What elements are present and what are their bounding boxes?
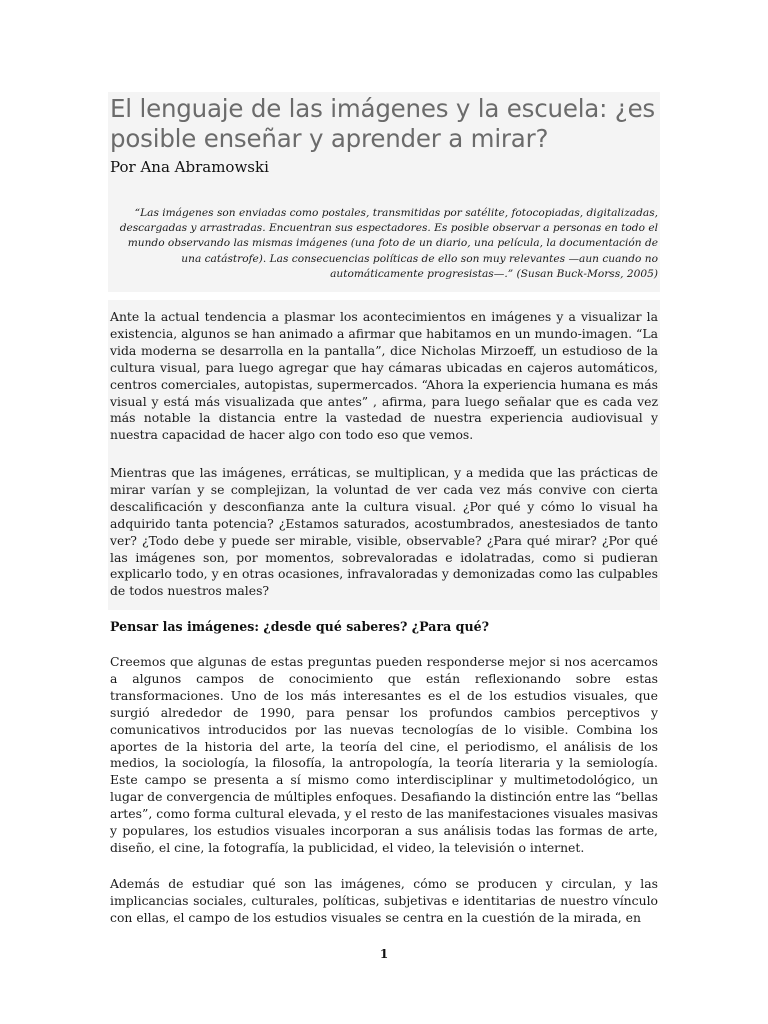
paragraph-3: Creemos que algunas de estas preguntas pueden responderse mejor si nos acercamos a algunos campos de conocimiento que están reflexionando sobre estas transformaciones. Uno de los más interesantes es el de los estudios visuales, que surgió alrededor de 1990, para pensar los profundos cambios perceptivos y comunicativos introducidos por las nuevas tecnologías de lo visible. Combina los aportes de la historia del arte, la teoría del cine, el periodismo, el análisis de los medios, la sociología, la filosofía, la antropología, la teoría literaria y la semiología. Este campo se presenta a sí mismo como interdisciplinar y multimetodológico, un lugar de convergencia de múltiples enfoques. Desafiando la distinción entre las “bellas artes”, como forma cultural elevada, y el resto de las manifestaciones visuales masivas y populares, los estudios visuales incorporan a sus análisis todas las formas de arte, diseño, el cine, la fotografía, la publicidad, el video, la televisión o internet. [110,654,658,855]
paragraph-2: Mientras que las imágenes, erráticas, se multiplican, y a medida que las prácticas de mirar varían y se complejizan, la voluntad de ver cada vez más convive con cierta descalificación y desconfianza ante la cultura visual. ¿Por qué y cómo lo visual ha adquirido tanta potencia? ¿Estamos saturados, acostumbrados, anestesiados de tanto ver? ¿Todo debe y puede ser mirable, visible, observable? ¿Para qué mirar? ¿Por qué las imágenes son, por momentos, sobrevaloradas e idolatradas, como si pudieran explicarlo todo, y en otras ocasiones, infravaloradas y demonizadas como las culpables de todos nuestros males? [110,465,658,599]
page-number: 1 [379,947,389,961]
paragraph-1: Ante la actual tendencia a plasmar los acontecimientos en imágenes y a visualizar la existencia, algunos se han animado a afirmar que habitamos en un mundo-imagen. “La vida moderna se desarrolla en la pantalla”, dice Nicholas Mirzoeff, un estudioso de la cultura visual, para luego agregar que hay cámaras ubicadas en cajeros automáticos, centros comerciales, autopistas, supermercados. “Ahora la experiencia humana es más visual y está más visualizada que antes” , afirma, para luego señalar que es cada vez más notable la distancia entre la vastedad de nuestra experiencia audiovisual y nuestra capacidad de hacer algo con todo eso que vemos. [110,309,658,443]
author-line: Por Ana Abramowski [110,158,269,176]
paragraph-4: Además de estudiar qué son las imágenes, cómo se producen y circulan, y las implicancias sociales, culturales, políticas, subjetivas e identitarias de nuestro vínculo con ellas, el campo de los estudios visuales se centra en la cuestión de la mirada, en [110,876,658,925]
document-title: El lenguaje de las imágenes y la escuela: ¿es posible enseñar y aprender a mirar? [110,94,656,153]
epigraph-quote: “Las imágenes son enviadas como postales, transmitidas por satélite, fotocopiadas, digitalizadas, descargadas y arrastradas. Encuentran sus espectadores. Es posible observar a personas en todo el mundo observando las mismas imágenes (una foto de un diario, una película, la documentación de una catástrofe). Las consecuencias políticas de ello son muy relevantes —aun cuando no automáticamente progresistas—.” (Susan Buck-Morss, 2005) [119,207,658,280]
section-heading: Pensar las imágenes: ¿desde qué saberes? ¿Para qué? [110,619,489,634]
